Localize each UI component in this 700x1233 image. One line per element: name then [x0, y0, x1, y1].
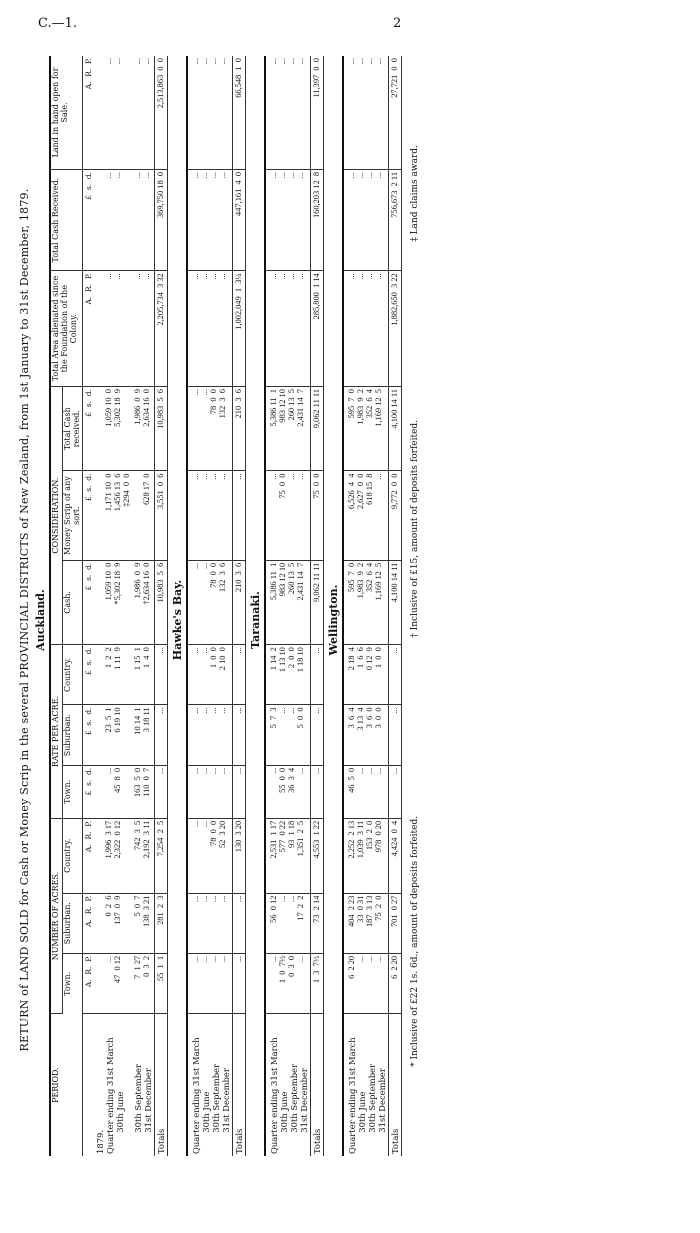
country-cell: 1,996 3 17 2,322 0 12 — [94, 818, 132, 893]
col-suburban: Suburban. — [62, 893, 83, 953]
totcash-cell: 595 7 0 1,983 9 2 352 6 4 1,169 12 5 — [346, 387, 389, 471]
area-cell: ... ... ... ... — [268, 271, 311, 387]
col-total-area: Total Area alienated since the Foundation of the Colony. — [50, 271, 83, 387]
town-cell: 6 2 20 ... ... ... — [346, 953, 389, 1013]
total-period-cell: Totals — [311, 1014, 324, 1156]
totals-row — [389, 56, 402, 1156]
open-cell: ... ... — [132, 56, 155, 169]
total-country-cell: 4,553 1 22 — [311, 818, 324, 893]
total-r_town-cell: ... — [311, 765, 324, 818]
return-table-3 — [342, 56, 402, 1156]
r_country-cell: 1 15 1 1 4 0 — [132, 645, 155, 705]
total-area-cell: 1,882,650 3 22 — [389, 271, 402, 387]
total-suburban-cell: 701 0 27 — [389, 893, 402, 953]
r_country-cell: 1 2 2 1 11 9 — [94, 645, 132, 705]
period-cell: 30th September 31st December — [133, 1063, 154, 1133]
r_town-cell: ... 55 0 0 36 3 4 ... — [268, 765, 311, 818]
scrip-cell: 1,171 10 0 1,456 13 6 ‡294 0 0 — [94, 471, 132, 560]
total-r_sub-cell: ... — [233, 705, 246, 765]
total-suburban-cell: ... — [233, 893, 246, 953]
country-cell: ... ... 78 0 0 52 3 20 — [190, 818, 233, 893]
col-rate-town: Town. — [62, 765, 83, 818]
total-totrec-cell: 160,203 12 8 — [311, 169, 324, 270]
cash-cell: 1,059 10 0 *5,302 18 9 — [94, 560, 132, 644]
table-row — [190, 56, 233, 1156]
total-suburban-cell: 73 2 14 — [311, 893, 324, 953]
r_town-cell: 163 5 0 110 0 7 — [132, 765, 155, 818]
total-r_country-cell: ... — [233, 645, 246, 705]
page-header-left: C.—1. — [38, 16, 78, 31]
total-open-cell: 27,721 0 0 — [389, 56, 402, 169]
country-cell: 2,531 1 17 577 0 22 93 1 18 1,351 2 5 — [268, 818, 311, 893]
total-totrec-cell: 447,161 4 0 — [233, 169, 246, 270]
unit-cell: £ s. d. — [83, 705, 95, 765]
total-cash-cell: 9,062 11 11 — [311, 560, 324, 644]
total-cash-cell: 4,100 14 11 — [389, 560, 402, 644]
scrip-cell: ... ... ... ... — [190, 471, 233, 560]
total-scrip-cell: 75 0 0 — [311, 471, 324, 560]
total-country-cell: 4,424 0 4 — [389, 818, 402, 893]
table-row — [94, 56, 132, 1156]
totrec-cell: ... ... ... ... — [268, 169, 311, 270]
area-cell: ... ... ... ... — [346, 271, 389, 387]
r_town-cell: ... ... ... ... — [190, 765, 233, 818]
town-cell: ... 1 0 7½ 0 3 0 ... — [268, 953, 311, 1013]
area-cell: ... ... ... ... — [190, 271, 233, 387]
total-period-cell: Totals — [389, 1014, 402, 1156]
r_country-cell: 2 18 4 1 6 6 0 12 9 1 0 0 — [346, 645, 389, 705]
totals-row — [155, 56, 168, 1156]
total-totrec-cell: 756,673 2 11 — [389, 169, 402, 270]
total-r_country-cell: ... — [155, 645, 168, 705]
suburban-cell: 404 2 23 33 0 31 187 3 13 75 2 0 — [346, 893, 389, 953]
total-totcash-cell: 9,062 11 11 — [311, 387, 324, 471]
r_country-cell: ... ... 1 0 0 2 10 0 — [190, 645, 233, 705]
total-open-cell: 66,548 1 0 — [233, 56, 246, 169]
col-number-of-acres: NUMBER OF ACRES. — [50, 818, 62, 1013]
total-open-cell: 11,397 0 0 — [311, 56, 324, 169]
col-consideration: CONSIDERATION. — [50, 387, 62, 645]
total-totrec-cell: 369,750 18 0 — [155, 169, 168, 270]
scrip-cell: 6,526 4 4 2,627 0 0 618 15 8 ... — [346, 471, 389, 560]
col-cash: Cash. — [62, 560, 83, 644]
col-country: Country. — [62, 818, 83, 893]
open-cell: ... ... ... ... — [190, 56, 233, 169]
col-money-scrip: Money Scrip of any sort. — [62, 471, 83, 560]
total-town-cell: 1 3 7½ — [311, 953, 324, 1013]
totcash-cell: 5,386 11 1 983 12 10 260 13 5 2,431 14 7 — [268, 387, 311, 471]
total-totcash-cell: 4,100 14 11 — [389, 387, 402, 471]
suburban-cell: 5 0 7 138 3 21 — [132, 893, 155, 953]
r_sub-cell: ... ... ... ... — [190, 705, 233, 765]
total-area-cell: 2,205,734 3 32 — [155, 271, 168, 387]
unit-cell: A. R. P. — [83, 953, 95, 1013]
totcash-cell: ... ... 78 0 0 132 3 6 — [190, 387, 233, 471]
totcash-cell: 1,986 0 9 2,634 16 0 — [132, 387, 155, 471]
total-period-cell: Totals — [233, 1014, 246, 1156]
total-r_sub-cell: ... — [311, 705, 324, 765]
totals-row — [233, 56, 246, 1156]
period-cell: Quarter ending 31st March 30th June 30th September 31st December — [269, 1037, 310, 1154]
unit-cell: £ s. d. — [83, 169, 95, 270]
total-country-cell: 7,254 2 5 — [155, 818, 168, 893]
total-r_town-cell: ... — [155, 765, 168, 818]
col-town: Town. — [62, 953, 83, 1013]
scrip-cell: ... 75 0 0 ... ... — [268, 471, 311, 560]
country-cell: 2,252 2 13 1,039 3 11 153 2 0 978 0 20 — [346, 818, 389, 893]
town-cell: 7 1 27 0 3 2 — [132, 953, 155, 1013]
total-r_country-cell: ... — [311, 645, 324, 705]
unit-cell — [83, 1014, 95, 1156]
r_sub-cell: 23 5 1 6 19 10 — [94, 705, 132, 765]
period-cell: 1879. Quarter ending 31st March 30th June — [95, 1037, 126, 1154]
totrec-cell: ... ... ... ... — [346, 169, 389, 270]
col-rate-suburban: Suburban. — [62, 705, 83, 765]
footnote-2: † Inclusive of £15, amount of deposits forfeited. — [410, 419, 421, 638]
section-heading: Wellington. — [327, 584, 341, 656]
document-title: RETURN of LAND SOLD for Cash or Money Scrip in the several PROVINCIAL DISTRICTS of New Zealand, from 1st January to 31st December, 1879. — [18, 188, 31, 1052]
section-heading: Taranaki. — [249, 591, 263, 649]
totals-row — [311, 56, 324, 1156]
totrec-cell: ... ... — [94, 169, 132, 270]
total-town-cell: 55 1 1 — [155, 953, 168, 1013]
r_sub-cell: 5 7 3 ... ... 5 0 0 — [268, 705, 311, 765]
open-cell: ... ... ... ... — [346, 56, 389, 169]
return-table-2 — [264, 56, 324, 1156]
area-cell: ... ... — [94, 271, 132, 387]
table-row — [132, 56, 155, 1156]
unit-cell: A. R. P. — [83, 56, 95, 169]
total-open-cell: 2,513,863 0 0 — [155, 56, 168, 169]
unit-cell: £ s. d. — [83, 387, 95, 471]
total-area-cell: 1,002,049 1 3¼ — [233, 271, 246, 387]
unit-cell: £ s. d. — [83, 560, 95, 644]
col-land-open: Land in hand open for Sale. — [50, 56, 83, 169]
cash-cell: ... ... 78 0 0 132 3 6 — [190, 560, 233, 644]
unit-cell: A. R. P. — [83, 818, 95, 893]
total-scrip-cell: ... — [233, 471, 246, 560]
totrec-cell: ... ... — [132, 169, 155, 270]
return-table-1 — [186, 56, 246, 1156]
suburban-cell: 56 0 12 ... ... 17 2 2 — [268, 893, 311, 953]
footnote-3: ‡ Land claims award. — [410, 145, 421, 242]
total-totcash-cell: 10,983 5 6 — [155, 387, 168, 471]
area-cell: ... ... — [132, 271, 155, 387]
total-r_sub-cell: ... — [389, 705, 402, 765]
r_town-cell: ... 45 8 0 — [94, 765, 132, 818]
total-suburban-cell: 281 2 3 — [155, 893, 168, 953]
total-area-cell: 285,800 1 14 — [311, 271, 324, 387]
r_country-cell: 1 14 2 1 13 10 2 0 0 1 18 10 — [268, 645, 311, 705]
cash-cell: 595 7 0 1,983 9 2 352 6 4 1,169 12 5 — [346, 560, 389, 644]
unit-cell: A. R. P. — [83, 893, 95, 953]
total-r_country-cell: ... — [389, 645, 402, 705]
total-cash-cell: 10,983 5 6 — [155, 560, 168, 644]
total-period-cell: Totals — [155, 1014, 168, 1156]
footnote-1: * Inclusive of £22 1s. 6d., amount of deposits forfeited. — [410, 815, 421, 1067]
town-cell: ... 47 0 12 — [94, 953, 132, 1013]
cash-cell: 1,986 0 9 †2,634 16 0 — [132, 560, 155, 644]
total-scrip-cell: 3,551 0 6 — [155, 471, 168, 560]
total-r_town-cell: ... — [233, 765, 246, 818]
col-total-cash: Total Cash Received. — [50, 169, 83, 270]
country-cell: 742 3 5 2,192 3 11 — [132, 818, 155, 893]
return-table-0 — [49, 56, 168, 1156]
scrip-cell: 628 17 0 — [132, 471, 155, 560]
open-cell: ... ... ... ... — [268, 56, 311, 169]
unit-cell: £ s. d. — [83, 645, 95, 705]
rotated-document — [18, 50, 658, 1190]
page-number: 2 — [393, 16, 402, 31]
total-r_sub-cell: ... — [155, 705, 168, 765]
r_town-cell: 46 5 0 ... ... ... — [346, 765, 389, 818]
total-country-cell: 130 3 20 — [233, 818, 246, 893]
unit-cell: £ s. d. — [83, 765, 95, 818]
total-town-cell: ... — [233, 953, 246, 1013]
unit-cell: £ s. d. — [83, 471, 95, 560]
total-totcash-cell: 210 3 6 — [233, 387, 246, 471]
table-row — [346, 56, 389, 1156]
r_sub-cell: 10 14 1 3 18 11 — [132, 705, 155, 765]
footnotes — [410, 56, 420, 1156]
section-heading: Hawke's Bay. — [171, 579, 185, 661]
town-cell: ... ... ... ... — [190, 953, 233, 1013]
col-total-cash-received: Total Cash received. — [62, 387, 83, 471]
col-period: PERIOD. — [50, 1014, 83, 1156]
totrec-cell: ... ... ... ... — [190, 169, 233, 270]
period-cell: Quarter ending 31st March 30th June 30th September 31st December — [347, 1037, 388, 1154]
col-rate-country: Country. — [62, 645, 83, 705]
total-cash-cell: 210 3 6 — [233, 560, 246, 644]
totcash-cell: 1,059 10 0 5,302 18 9 — [94, 387, 132, 471]
table-row — [268, 56, 311, 1156]
return-table-container — [34, 50, 402, 1190]
total-r_town-cell: ... — [389, 765, 402, 818]
open-cell: ... ... — [94, 56, 132, 169]
r_sub-cell: 3 6 4 3 13 4 3 6 0 3 0 0 — [346, 705, 389, 765]
total-town-cell: 6 2 20 — [389, 953, 402, 1013]
suburban-cell: ... ... ... ... — [190, 893, 233, 953]
period-cell: Quarter ending 31st March 30th June 30th September 31st December — [191, 1037, 232, 1154]
suburban-cell: 0 2 6 137 0 9 — [94, 893, 132, 953]
col-rate-per-acre: RATE PER ACRE. — [50, 645, 62, 819]
section-heading: Auckland. — [34, 589, 47, 651]
unit-cell: A. R. P. — [83, 271, 95, 387]
cash-cell: 5,386 11 1 983 12 10 260 13 5 2,431 14 7 — [268, 560, 311, 644]
total-scrip-cell: 9,772 0 0 — [389, 471, 402, 560]
